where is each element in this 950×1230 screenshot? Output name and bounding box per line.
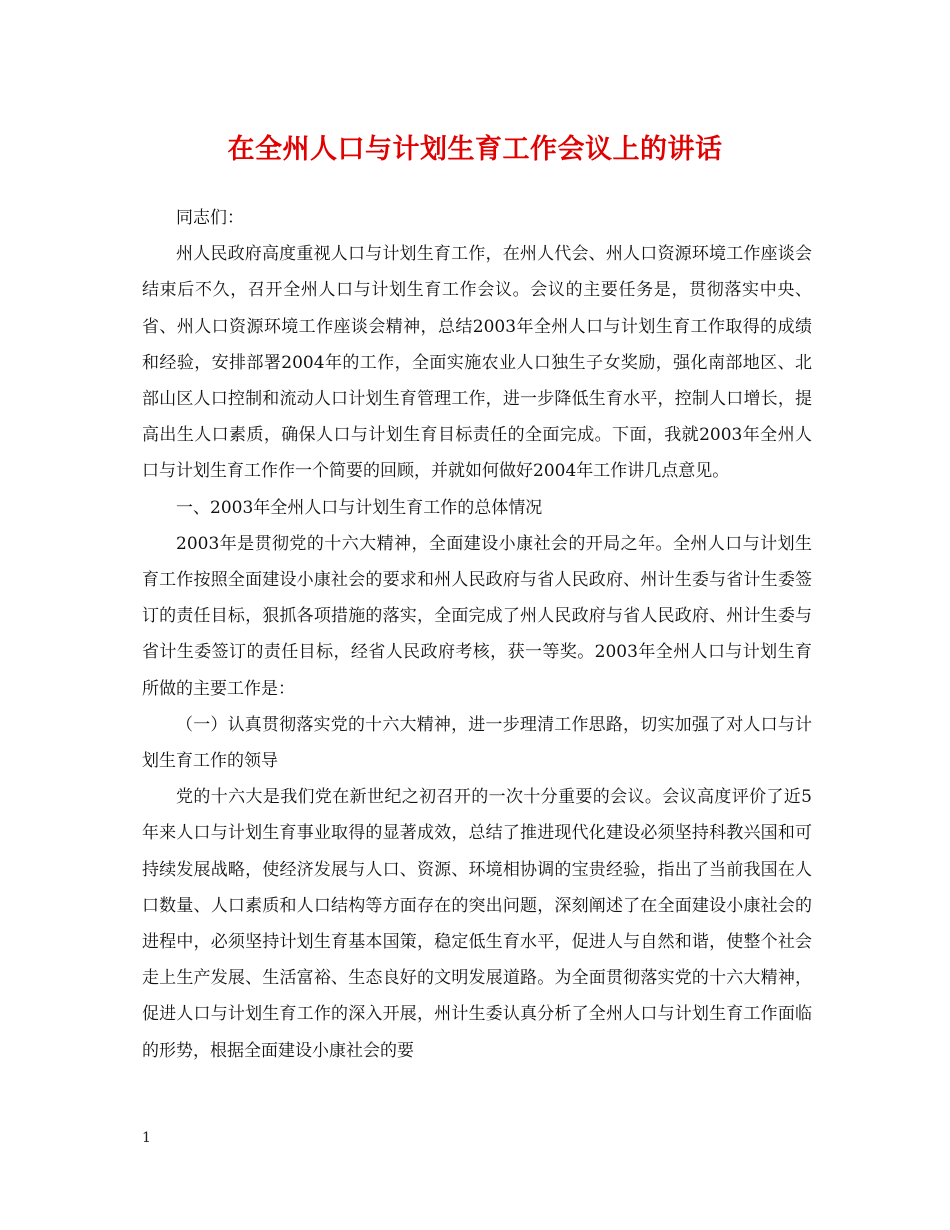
paragraph-sixteenth-congress: 党的十六大是我们党在新世纪之初召开的一次十分重要的会议。会议高度评价了近5年来人口与计划生育事业取得的显著成效，总结了推进现代化建设必须坚持科教兴国和可持续发展战略，使经济发展与人口、资源、环境相协调的宝贵经验，指出了当前我国在人口数量、人口素质和人口结构等方面存在的突出问题，深刻阐述了在全面建设小康社会的进程中，必须坚持计划生育基本国策，稳定低生育水平，促进人与自然和谐，使整个社会走上生产发展、生活富裕、生态良好的文明发展道路。为全面贯彻落实党的十六大精神，促进人口与计划生育工作的深入开展，州计生委认真分析了全州人口与计划生育工作面临的形势，根据全面建设小康社会的要 (142, 787, 812, 1061)
page-number: 1 (142, 1130, 151, 1146)
paragraph-2003-overview: 2003年是贯彻党的十六大精神，全面建设小康社会的开局之年。全州人口与计划生育工作按照全面建设小康社会的要求和州人民政府与省人民政府、州计生委与省计生委签订的责任目标，狠抓各项措施的落实，全面完成了州人民政府与省人民政府、州计生委与省计生委签订的责任目标，经省人民政府考核，获一等奖。2003年全州人口与计划生育所做的主要工作是： (142, 533, 812, 699)
document-title: 在全州人口与计划生育工作会议上的讲话 (227, 134, 723, 165)
paragraph-intro: 州人民政府高度重视人口与计划生育工作，在州人代会、州人口资源环境工作座谈会结束后不久，召开全州人口与计划生育工作会议。会议的主要任务是，贯彻落实中央、省、州人口资源环境工作座谈会精神，总结2003年全州人口与计划生育工作取得的成绩和经验，安排部署2004年的工作，全面实施农业人口独生子女奖励，强化南部地区、北部山区人口控制和流动人口计划生育管理工作，进一步降低生育水平，控制人口增长，提高出生人口素质，确保人口与计划生育目标责任的全面完成。下面，我就2003年全州人口与计划生育工作作一个简要的回顾，并就如何做好2004年工作讲几点意见。 (142, 244, 812, 482)
document-body (142, 200, 812, 1069)
subsection-heading-1: （一）认真贯彻落实党的十六大精神，进一步理清工作思路，切实加强了对人口与计划生育工作的领导 (142, 714, 812, 772)
section-heading-1: 一、2003年全州人口与计划生育工作的总体情况 (176, 497, 543, 518)
paragraph-salutation: 同志们： (176, 208, 244, 228)
